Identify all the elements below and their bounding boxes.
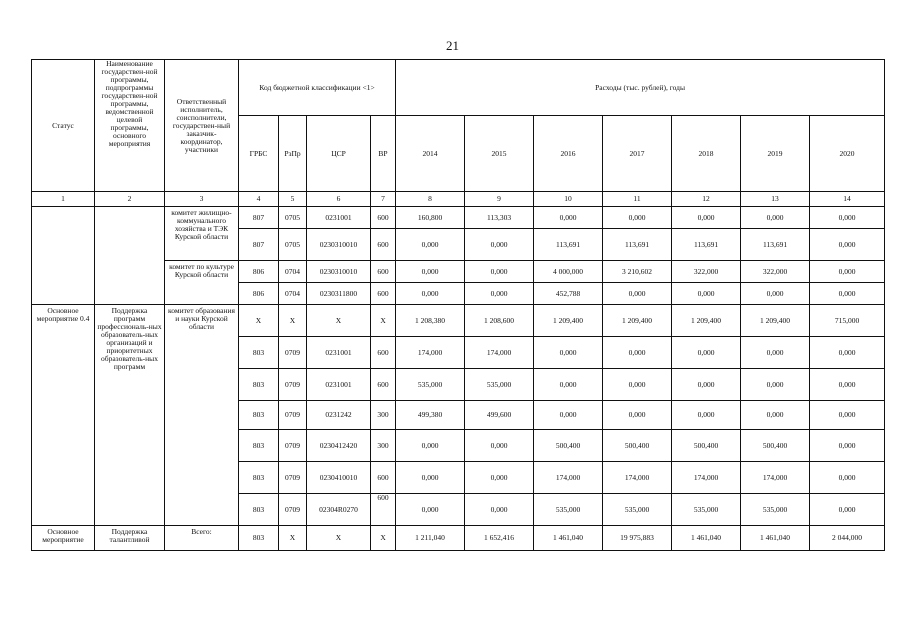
- value-cell: 535,000: [534, 494, 603, 526]
- table-row: [32, 305, 885, 337]
- value-cell: 174,000: [534, 462, 603, 494]
- page-number: 21: [446, 38, 459, 53]
- header-status: Статус: [32, 60, 95, 192]
- value-cell: 1 211,040: [396, 526, 465, 551]
- value-cell: 0,000: [534, 401, 603, 430]
- value-cell: 0,000: [810, 283, 885, 305]
- column-number: 12: [672, 192, 741, 207]
- grbs-cell: 803: [239, 462, 279, 494]
- rzpr-cell: Х: [279, 526, 307, 551]
- value-cell: 1 461,040: [741, 526, 810, 551]
- csr-cell: 0230310010: [307, 261, 371, 283]
- value-cell: 452,788: [534, 283, 603, 305]
- rzpr-cell: 0704: [279, 283, 307, 305]
- vr-cell: 300: [371, 430, 396, 462]
- csr-cell: Х: [307, 305, 371, 337]
- value-cell: 0,000: [396, 462, 465, 494]
- value-cell: 0,000: [396, 261, 465, 283]
- value-cell: 19 975,883: [603, 526, 672, 551]
- responsible-cell: комитет жилищно-коммунального хозяйства и ТЭК Курской области: [165, 207, 239, 261]
- header-year: 2019: [741, 116, 810, 192]
- value-cell: 0,000: [465, 430, 534, 462]
- value-cell: 1 209,400: [534, 305, 603, 337]
- rzpr-cell: 0709: [279, 401, 307, 430]
- status-cell: [32, 207, 95, 305]
- value-cell: 1 208,380: [396, 305, 465, 337]
- header-vr: ВР: [371, 116, 396, 192]
- value-cell: 1 208,600: [465, 305, 534, 337]
- value-cell: 0,000: [672, 207, 741, 229]
- status-cell: Основное мероприятие 0.4: [32, 305, 95, 526]
- value-cell: 322,000: [741, 261, 810, 283]
- value-cell: 535,000: [672, 494, 741, 526]
- csr-cell: 0230410010: [307, 462, 371, 494]
- grbs-cell: 803: [239, 369, 279, 401]
- column-number: 6: [307, 192, 371, 207]
- value-cell: 0,000: [603, 401, 672, 430]
- name-cell: Поддержка талантливой: [95, 526, 165, 551]
- vr-cell: 600: [371, 261, 396, 283]
- value-cell: 535,000: [396, 369, 465, 401]
- header-year: 2016: [534, 116, 603, 192]
- grbs-cell: 803: [239, 430, 279, 462]
- value-cell: 1 461,040: [672, 526, 741, 551]
- value-cell: 160,800: [396, 207, 465, 229]
- vr-cell: Х: [371, 305, 396, 337]
- value-cell: 0,000: [810, 229, 885, 261]
- rzpr-cell: 0709: [279, 494, 307, 526]
- name-cell: [95, 207, 165, 305]
- column-number: 1: [32, 192, 95, 207]
- vr-cell: Х: [371, 526, 396, 551]
- responsible-cell: комитет по культуре Курской области: [165, 261, 239, 305]
- column-number: 8: [396, 192, 465, 207]
- value-cell: 0,000: [603, 369, 672, 401]
- value-cell: 499,600: [465, 401, 534, 430]
- table-row: [32, 526, 885, 551]
- header-budget-code: Код бюджетной классификации <1>: [239, 60, 396, 116]
- csr-cell: 0230311800: [307, 283, 371, 305]
- value-cell: 174,000: [465, 337, 534, 369]
- name-cell: Поддержка программ профессиональ-ных образователь-ных организаций и приоритетных образователь-ных программ: [95, 305, 165, 526]
- value-cell: 113,303: [465, 207, 534, 229]
- column-number: 4: [239, 192, 279, 207]
- value-cell: 174,000: [672, 462, 741, 494]
- value-cell: 0,000: [396, 430, 465, 462]
- vr-cell: 600: [371, 337, 396, 369]
- value-cell: 0,000: [810, 462, 885, 494]
- value-cell: 535,000: [603, 494, 672, 526]
- rzpr-cell: 0709: [279, 369, 307, 401]
- value-cell: 1 209,400: [741, 305, 810, 337]
- value-cell: 0,000: [534, 337, 603, 369]
- value-cell: 715,000: [810, 305, 885, 337]
- value-cell: 1 652,416: [465, 526, 534, 551]
- csr-cell: 0231001: [307, 369, 371, 401]
- grbs-cell: 803: [239, 526, 279, 551]
- value-cell: 0,000: [810, 261, 885, 283]
- value-cell: 0,000: [396, 229, 465, 261]
- column-number: 9: [465, 192, 534, 207]
- header-year: 2014: [396, 116, 465, 192]
- vr-cell: 600: [371, 369, 396, 401]
- value-cell: 0,000: [810, 494, 885, 526]
- value-cell: 0,000: [810, 369, 885, 401]
- grbs-cell: 807: [239, 229, 279, 261]
- vr-cell: 600: [371, 283, 396, 305]
- value-cell: 535,000: [465, 369, 534, 401]
- value-cell: 500,400: [534, 430, 603, 462]
- header-year: 2018: [672, 116, 741, 192]
- vr-cell: 600: [371, 229, 396, 261]
- column-number: 11: [603, 192, 672, 207]
- value-cell: 0,000: [741, 369, 810, 401]
- grbs-cell: 803: [239, 337, 279, 369]
- csr-cell: 0230412420: [307, 430, 371, 462]
- header-grbs: ГРБС: [239, 116, 279, 192]
- value-cell: 0,000: [810, 430, 885, 462]
- value-cell: 2 044,000: [810, 526, 885, 551]
- csr-cell: 0231001: [307, 337, 371, 369]
- column-number: 3: [165, 192, 239, 207]
- value-cell: 0,000: [465, 462, 534, 494]
- column-number: 7: [371, 192, 396, 207]
- grbs-cell: Х: [239, 305, 279, 337]
- value-cell: 113,691: [603, 229, 672, 261]
- responsible-cell: Всего:: [165, 526, 239, 551]
- rzpr-cell: 0705: [279, 207, 307, 229]
- header-year: 2015: [465, 116, 534, 192]
- value-cell: 4 000,000: [534, 261, 603, 283]
- table-row: [32, 207, 885, 229]
- grbs-cell: 803: [239, 494, 279, 526]
- value-cell: 113,691: [741, 229, 810, 261]
- column-number: 13: [741, 192, 810, 207]
- value-cell: 0,000: [741, 401, 810, 430]
- value-cell: 535,000: [741, 494, 810, 526]
- vr-cell: 600: [371, 462, 396, 494]
- status-cell: Основное мероприятие: [32, 526, 95, 551]
- rzpr-cell: 0704: [279, 261, 307, 283]
- csr-cell: 0230310010: [307, 229, 371, 261]
- vr-cell: 600: [371, 207, 396, 229]
- value-cell: 0,000: [603, 337, 672, 369]
- value-cell: 0,000: [810, 207, 885, 229]
- value-cell: 0,000: [741, 337, 810, 369]
- column-number: 10: [534, 192, 603, 207]
- value-cell: 0,000: [672, 337, 741, 369]
- grbs-cell: 807: [239, 207, 279, 229]
- vr-cell: 600: [371, 494, 396, 526]
- value-cell: 174,000: [603, 462, 672, 494]
- value-cell: 0,000: [465, 229, 534, 261]
- column-number-row: [32, 192, 885, 207]
- value-cell: 113,691: [534, 229, 603, 261]
- header-year: 2017: [603, 116, 672, 192]
- value-cell: 0,000: [534, 369, 603, 401]
- value-cell: 0,000: [672, 369, 741, 401]
- value-cell: 0,000: [741, 207, 810, 229]
- value-cell: 0,000: [396, 283, 465, 305]
- csr-cell: 0231001: [307, 207, 371, 229]
- value-cell: 3 210,602: [603, 261, 672, 283]
- value-cell: 0,000: [810, 401, 885, 430]
- header-name: Наименование государствен-ной программы, подпрограммы государствен-ной программы, ведомственной целевой программы, основного мероприятия: [95, 60, 165, 192]
- value-cell: 0,000: [396, 494, 465, 526]
- budget-table: [31, 59, 885, 551]
- value-cell: 500,400: [603, 430, 672, 462]
- value-cell: 0,000: [465, 261, 534, 283]
- value-cell: 0,000: [603, 207, 672, 229]
- value-cell: 0,000: [741, 283, 810, 305]
- value-cell: 113,691: [672, 229, 741, 261]
- header-rzpr: РзПр: [279, 116, 307, 192]
- grbs-cell: 806: [239, 283, 279, 305]
- header-expenses: Расходы (тыс. рублей), годы: [396, 60, 885, 116]
- value-cell: 0,000: [672, 283, 741, 305]
- vr-cell: 300: [371, 401, 396, 430]
- value-cell: 322,000: [672, 261, 741, 283]
- column-number: 2: [95, 192, 165, 207]
- rzpr-cell: 0709: [279, 337, 307, 369]
- value-cell: 0,000: [672, 401, 741, 430]
- value-cell: 500,400: [741, 430, 810, 462]
- value-cell: 499,380: [396, 401, 465, 430]
- value-cell: 0,000: [534, 207, 603, 229]
- header-csr: ЦСР: [307, 116, 371, 192]
- csr-cell: 0231242: [307, 401, 371, 430]
- column-number: 14: [810, 192, 885, 207]
- value-cell: 0,000: [810, 337, 885, 369]
- rzpr-cell: 0709: [279, 430, 307, 462]
- value-cell: 174,000: [741, 462, 810, 494]
- value-cell: 1 461,040: [534, 526, 603, 551]
- csr-cell: 02304R0270: [307, 494, 371, 526]
- value-cell: 1 209,400: [603, 305, 672, 337]
- value-cell: 1 209,400: [672, 305, 741, 337]
- grbs-cell: 803: [239, 401, 279, 430]
- value-cell: 174,000: [396, 337, 465, 369]
- csr-cell: Х: [307, 526, 371, 551]
- column-number: 5: [279, 192, 307, 207]
- header-year: 2020: [810, 116, 885, 192]
- rzpr-cell: 0705: [279, 229, 307, 261]
- value-cell: 0,000: [603, 283, 672, 305]
- grbs-cell: 806: [239, 261, 279, 283]
- rzpr-cell: 0709: [279, 462, 307, 494]
- rzpr-cell: Х: [279, 305, 307, 337]
- header-responsible: Ответственный исполнитель, соисполнители, государствен-ный заказчик-координатор, участники: [165, 60, 239, 192]
- value-cell: 500,400: [672, 430, 741, 462]
- responsible-cell: комитет образования и науки Курской области: [165, 305, 239, 526]
- value-cell: 0,000: [465, 283, 534, 305]
- value-cell: 0,000: [465, 494, 534, 526]
